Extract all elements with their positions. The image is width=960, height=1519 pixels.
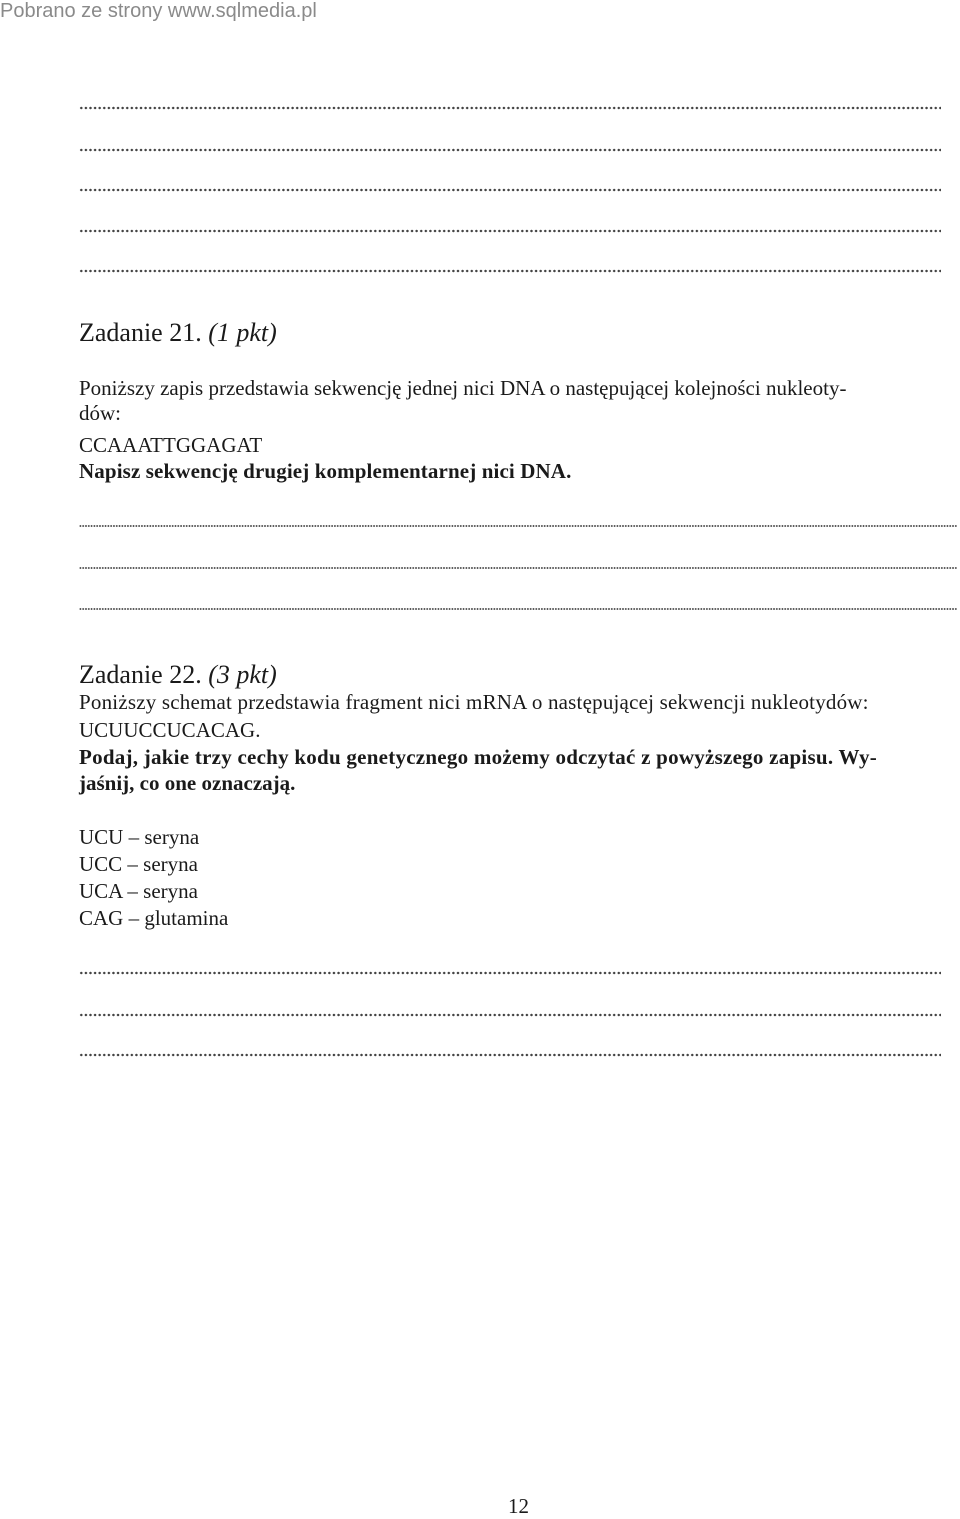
task-22-title: Zadanie 22.	[79, 660, 202, 689]
codon-line: UCU – seryna	[79, 825, 200, 849]
answer-line	[79, 566, 957, 570]
answer-line	[79, 268, 941, 274]
answer-line	[79, 607, 957, 611]
answer-line	[79, 105, 941, 111]
task-22-points: (3 pkt)	[208, 660, 277, 689]
task-22-heading	[79, 660, 277, 690]
task-22-instruction-line1: Podaj, jakie trzy cechy kodu genetycznego możemy odczytać z powyższego zapisu. Wy-	[79, 745, 877, 769]
task-22-sequence: UCUUCCUCACAG.	[79, 718, 261, 742]
task-21-points: (1 pkt)	[208, 318, 277, 347]
answer-line	[79, 1052, 941, 1058]
answer-line	[79, 970, 941, 976]
answer-line	[79, 1012, 941, 1018]
task-21-sequence: CCAAATTGGAGAT	[79, 433, 263, 457]
codon-line: UCA – seryna	[79, 879, 198, 903]
task-21-instruction: Napisz sekwencję drugiej komplementarnej nici DNA.	[79, 459, 572, 483]
answer-line	[79, 147, 941, 153]
answer-line	[79, 524, 957, 528]
page-number: 12	[508, 1494, 529, 1518]
task-22-instruction-line2: jaśnij, co one oznaczają.	[79, 771, 296, 795]
task-22-intro: Poniższy schemat przedstawia fragment nici mRNA o następującej sekwencji nukleotydów:	[79, 690, 869, 714]
task-21-intro-line1: Poniższy zapis przedstawia sekwencję jednej nici DNA o następującej kolejności nukleoty-	[79, 376, 847, 400]
task-21-heading	[79, 318, 277, 348]
source-watermark: Pobrano ze strony www.sqlmedia.pl	[0, 0, 317, 22]
answer-line	[79, 228, 941, 234]
task-21-title: Zadanie 21.	[79, 318, 202, 347]
codon-line: UCC – seryna	[79, 852, 198, 876]
answer-line	[79, 187, 941, 193]
task-21-intro-line2: dów:	[79, 401, 121, 425]
codon-line: CAG – glutamina	[79, 906, 229, 930]
